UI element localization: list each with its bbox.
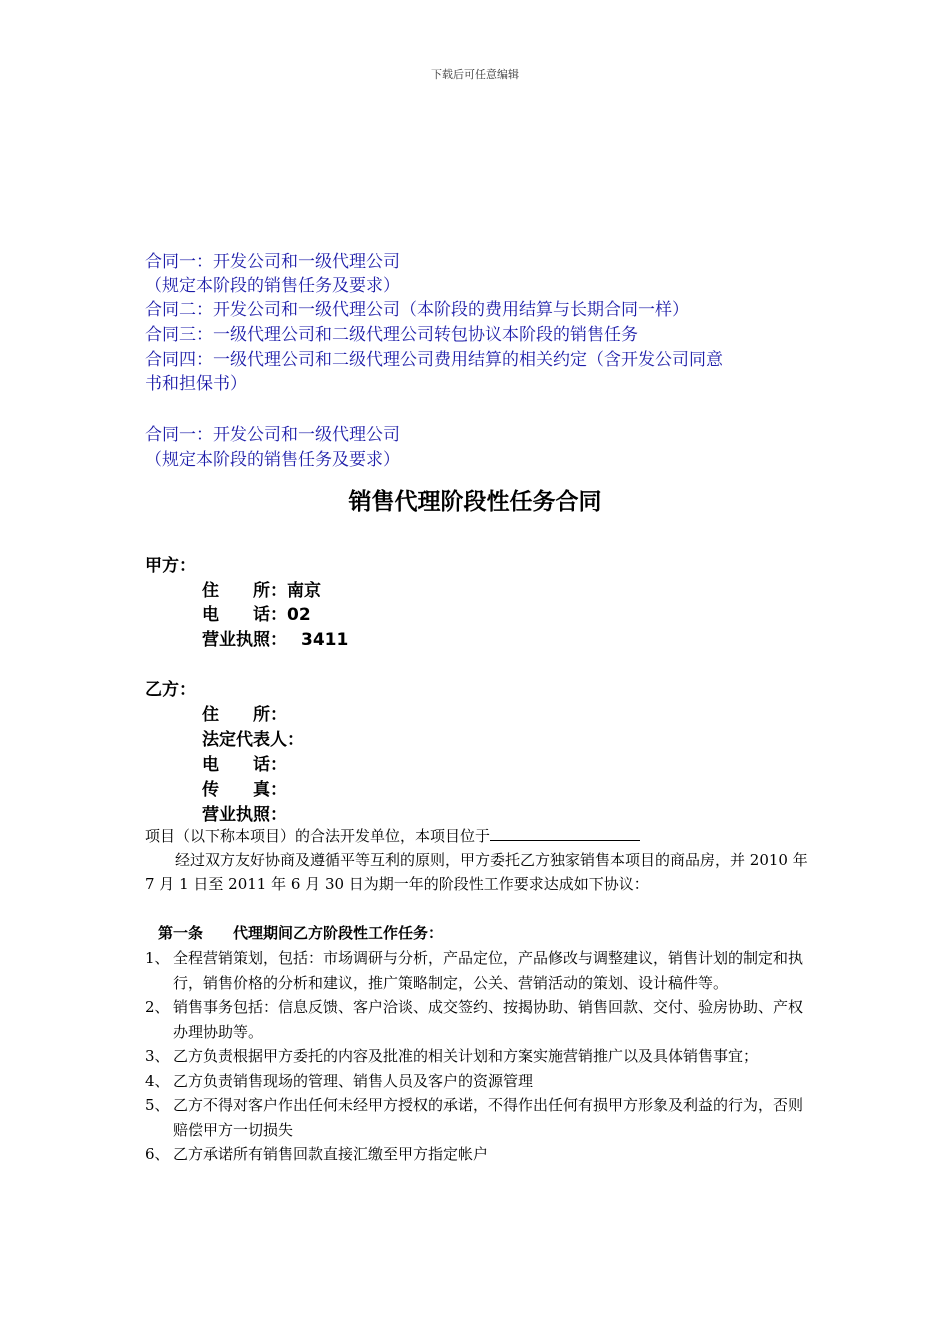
party-a-license (202, 625, 348, 650)
party-a-address-value: 南京 (287, 581, 321, 601)
article-1-list (145, 946, 810, 1167)
list-item (145, 1044, 810, 1069)
list-item-text: 销售事务包括：信息反馈、客户洽谈、成交签约、按揭协助、销售回款、交付、验房协助、产权办理协助等。 (173, 998, 804, 1041)
party-b-rep-label: 法定代表人： (202, 730, 304, 750)
list-item-number: 3、 (145, 1047, 170, 1065)
agreement-paragraph: 经过双方友好协商及遵循平等互利的原则，甲方委托乙方独家销售本项目的商品房，并 2010 年 7 月 1 日至 2011 年 6 月 30 日为期一年的阶段性工作要求达成如下协议： (145, 851, 808, 893)
party-a-phone-label: 电 话： (202, 605, 287, 625)
list-item-text: 乙方不得对客户作出任何未经甲方授权的承诺，不得作出任何有损甲方形象及利益的行为，否则赔偿甲方一切损失 (173, 1096, 804, 1139)
party-b-label: 乙方： (145, 680, 196, 700)
header-note: 下载后可任意编辑 (431, 68, 519, 81)
list-item-number: 2、 (145, 998, 170, 1016)
contract1-heading-line-1: 合同一：开发公司和一级代理公司 (145, 425, 400, 445)
list-item (145, 1093, 810, 1142)
party-a-address (202, 576, 321, 601)
party-a-address-label: 住 所： (202, 581, 287, 601)
intro-line (145, 824, 810, 848)
list-item (145, 946, 810, 995)
list-item-text: 乙方负责根据甲方委托的内容及批准的相关计划和方案实施营销推广以及具体销售事宜； (173, 1047, 759, 1065)
list-item-number: 6、 (145, 1145, 170, 1163)
summary-line-4: 合同三：一级代理公司和二级代理公司转包协议本阶段的销售任务 (145, 325, 638, 345)
intro-text: 项目（以下称本项目）的合法开发单位，本项目位于 (145, 827, 491, 845)
party-a-license-label: 营业执照： (202, 630, 287, 650)
list-item-number: 4、 (145, 1071, 170, 1090)
summary-line-3: 合同二：开发公司和一级代理公司（本阶段的费用结算与长期合同一样） (145, 300, 689, 320)
list-item-text: 乙方承诺所有销售回款直接汇缴至甲方指定帐户 (173, 1145, 489, 1163)
contract1-heading-line-2: （规定本阶段的销售任务及要求） (145, 450, 400, 470)
party-b-license-label: 营业执照： (202, 805, 287, 825)
list-item-text: 乙方负责销售现场的管理、销售人员及客户的资源管理 (173, 1071, 534, 1090)
list-item (145, 1142, 810, 1167)
location-blank (490, 825, 640, 841)
party-a-label: 甲方： (145, 556, 196, 576)
summary-line-2: （规定本阶段的销售任务及要求） (145, 276, 400, 296)
summary-line-6: 书和担保书） (145, 374, 247, 394)
party-b-address-label: 住 所： (202, 705, 287, 725)
list-item-text: 全程营销策划，包括：市场调研与分析，产品定位，产品修改与调整建议，销售计划的制定和执行，销售价格的分析和建议，推广策略制定，公关、营销活动的策划、设计稿件等。 (173, 949, 804, 992)
list-item-number: 5、 (145, 1096, 170, 1114)
summary-line-1: 合同一：开发公司和一级代理公司 (145, 252, 400, 272)
list-item-number: 1、 (145, 949, 170, 967)
party-b-fax-label: 传 真： (202, 780, 287, 800)
summary-line-5: 合同四：一级代理公司和二级代理公司费用结算的相关约定（含开发公司同意 (145, 350, 723, 370)
list-item (145, 1069, 810, 1094)
party-b-phone-label: 电 话： (202, 755, 287, 775)
article-1-title: 第一条 代理期间乙方阶段性工作任务： (158, 924, 444, 942)
party-a-phone-value: 02 (287, 605, 311, 625)
list-item (145, 995, 810, 1044)
party-a-phone (202, 600, 311, 625)
party-a-license-value: 3411 (301, 630, 349, 650)
contract-title: 销售代理阶段性任务合同 (348, 489, 602, 515)
